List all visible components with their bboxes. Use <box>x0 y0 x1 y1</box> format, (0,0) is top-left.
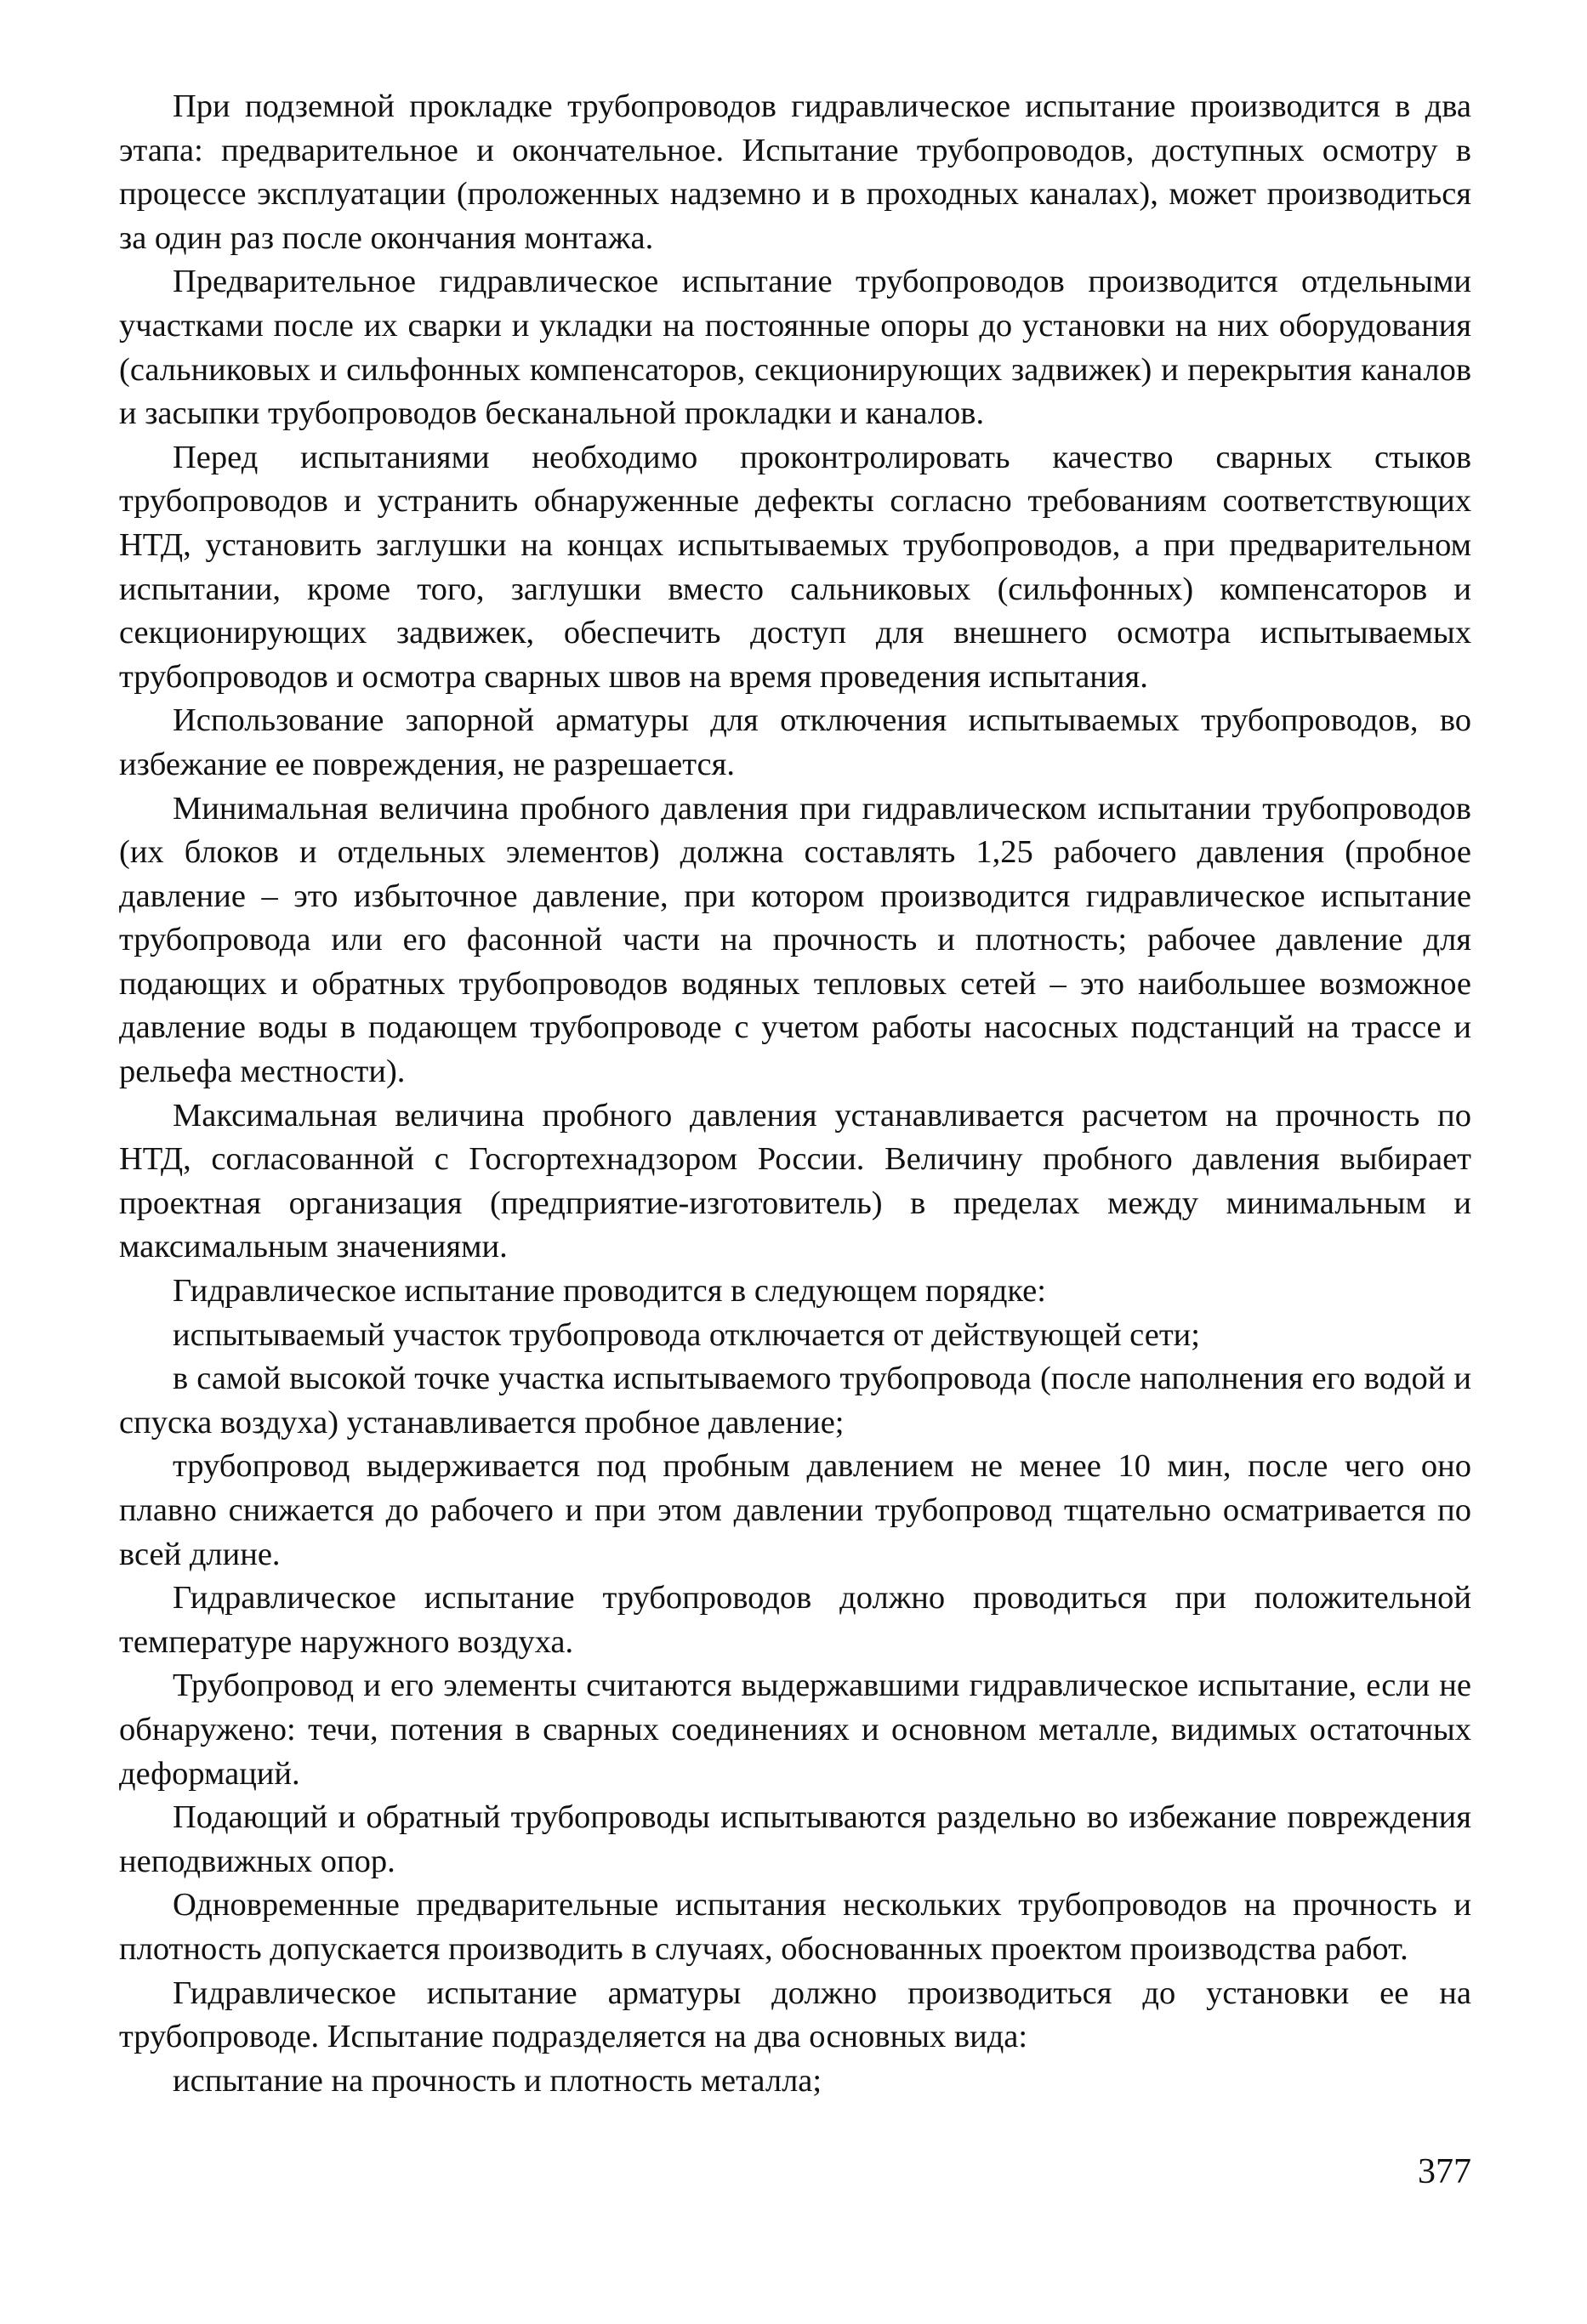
paragraph-valve-testing: Гидравлическое испытание арматуры должно производиться до установки ее на трубопроводе. Испытание подразделяется на два основных вида: <box>119 1975 1471 2055</box>
list-item-strength-density-test: испытание на прочность и плотность металла; <box>173 2062 822 2099</box>
paragraph-minimum-test-pressure: Минимальная величина пробного давления при гидравлическом испытании трубопроводов (их блоков и отдельных элементов) должна составлять 1,25 рабочего давления (пробное давление – это избыточное давление, при котором производится гидравлическое испытание трубопровода или его фасонной части на прочность и плотность; рабочее давление для подающих и обратных трубопроводов водяных тепловых сетей – это наибольшее возможное давление воды в подающем трубопроводе с учетом работы насосных подстанций на трассе и рельефа местности). <box>119 790 1471 1090</box>
paragraph-positive-temperature: Гидравлическое испытание трубопроводов должно проводиться при положительной температуре наружного воздуха. <box>119 1580 1471 1660</box>
list-item-hold-and-inspect: трубопровод выдерживается под пробным давлением не менее 10 мин, после чего оно плавно снижается до рабочего и при этом давлении трубопровод тщательно осматривается по всей длине. <box>119 1448 1471 1572</box>
paragraph-shutoff-valves: Использование запорной арматуры для отключения испытываемых трубопроводов, во избежание ее повреждения, не разрешается. <box>119 702 1471 782</box>
paragraph-simultaneous-testing: Одновременные предварительные испытания нескольких трубопроводов на прочность и плотность допускается производить в случаях, обоснованных проектом производства работ. <box>119 1887 1471 1967</box>
page-number: 377 <box>1418 2152 1471 2191</box>
paragraph-pre-test-preparation: Перед испытаниями необходимо проконтролировать качество сварных стыков трубопроводов и устранить обнаруженные дефекты согласно требованиям соответствующих НТД, установить заглушки на концах испытываемых трубопроводов, а при предварительном испытании, кроме того, заглушки вместо сальниковых (сильфонных) компенсаторов и секционирующих задвижек, обеспечить доступ для внешнего осмотра испытываемых трубопроводов и осмотра сварных швов на время проведения испытания. <box>119 439 1471 695</box>
paragraph-acceptance-criteria: Трубопровод и его элементы считаются выдержавшими гидравлическое испытание, если не обнаружено: течи, потения в сварных соединениях и основном металле, видимых остаточных деформаций. <box>119 1668 1471 1792</box>
paragraph-two-stage-testing: При подземной прокладке трубопроводов гидравлическое испытание производится в два этапа: предварительное и окончательное. Испытание трубопроводов, доступных осмотру в процессе эксплуатации (проложенных надземно и в проходных каналах), может производиться за один раз после окончания монтажа. <box>119 88 1471 256</box>
list-item-set-test-pressure: в самой высокой точке участка испытываемого трубопровода (после наполнения его водой и спуска воздуха) устанавливается пробное давление; <box>119 1361 1471 1440</box>
page-body <box>119 85 1471 2103</box>
list-item-disconnect-section: испытываемый участок трубопровода отключается от действующей сети; <box>173 1316 1200 1353</box>
paragraph-maximum-test-pressure: Максимальная величина пробного давления устанавливается расчетом на прочность по НТД, согласованной с Госгортехнадзором России. Величину пробного давления выбирает проектная организация (предприятие-изготовитель) в пределах между минимальным и максимальным значениями. <box>119 1097 1471 1265</box>
paragraph-test-procedure-intro: Гидравлическое испытание проводится в следующем порядке: <box>173 1273 1046 1310</box>
paragraph-separate-testing: Подающий и обратный трубопроводы испытываются раздельно во избежание повреждения неподвижных опор. <box>119 1799 1471 1879</box>
paragraph-preliminary-testing: Предварительное гидравлическое испытание трубопроводов производится отдельными участками после их сварки и укладки на постоянные опоры до установки на них оборудования (сальниковых и сильфонных компенсаторов, секционирующих задвижек) и перекрытия каналов и засыпки трубопроводов бесканальной прокладки и каналов. <box>119 264 1471 432</box>
